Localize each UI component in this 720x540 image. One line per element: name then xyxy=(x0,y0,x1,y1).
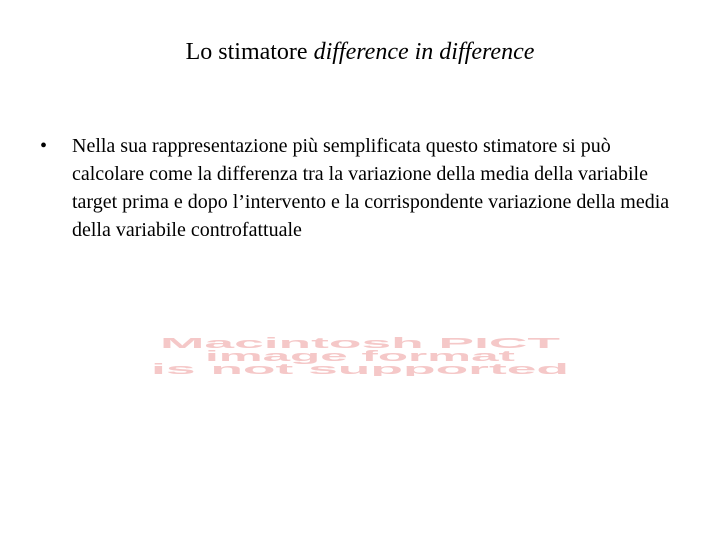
slide-title-italic: difference in difference xyxy=(313,39,535,65)
placeholder-line-3: is not supported xyxy=(151,361,569,376)
slide-title xyxy=(0,36,720,68)
placeholder-line-1: Macintosh PICT xyxy=(160,335,560,352)
bullet-icon: • xyxy=(40,135,48,157)
placeholder-line-2: image format xyxy=(205,348,515,365)
slide-title-plain: Lo stimatore xyxy=(185,39,314,65)
unsupported-image-placeholder xyxy=(145,334,575,376)
unsupported-image-graphic xyxy=(145,334,575,376)
bullet-text: Nella sua rappresentazione più semplificata questo stimatore si può calcolare come la differenza tra la variazione della media della variabile target prima e dopo l’intervento e la corrispondente variazione della media della variabile controfattuale xyxy=(72,135,670,241)
